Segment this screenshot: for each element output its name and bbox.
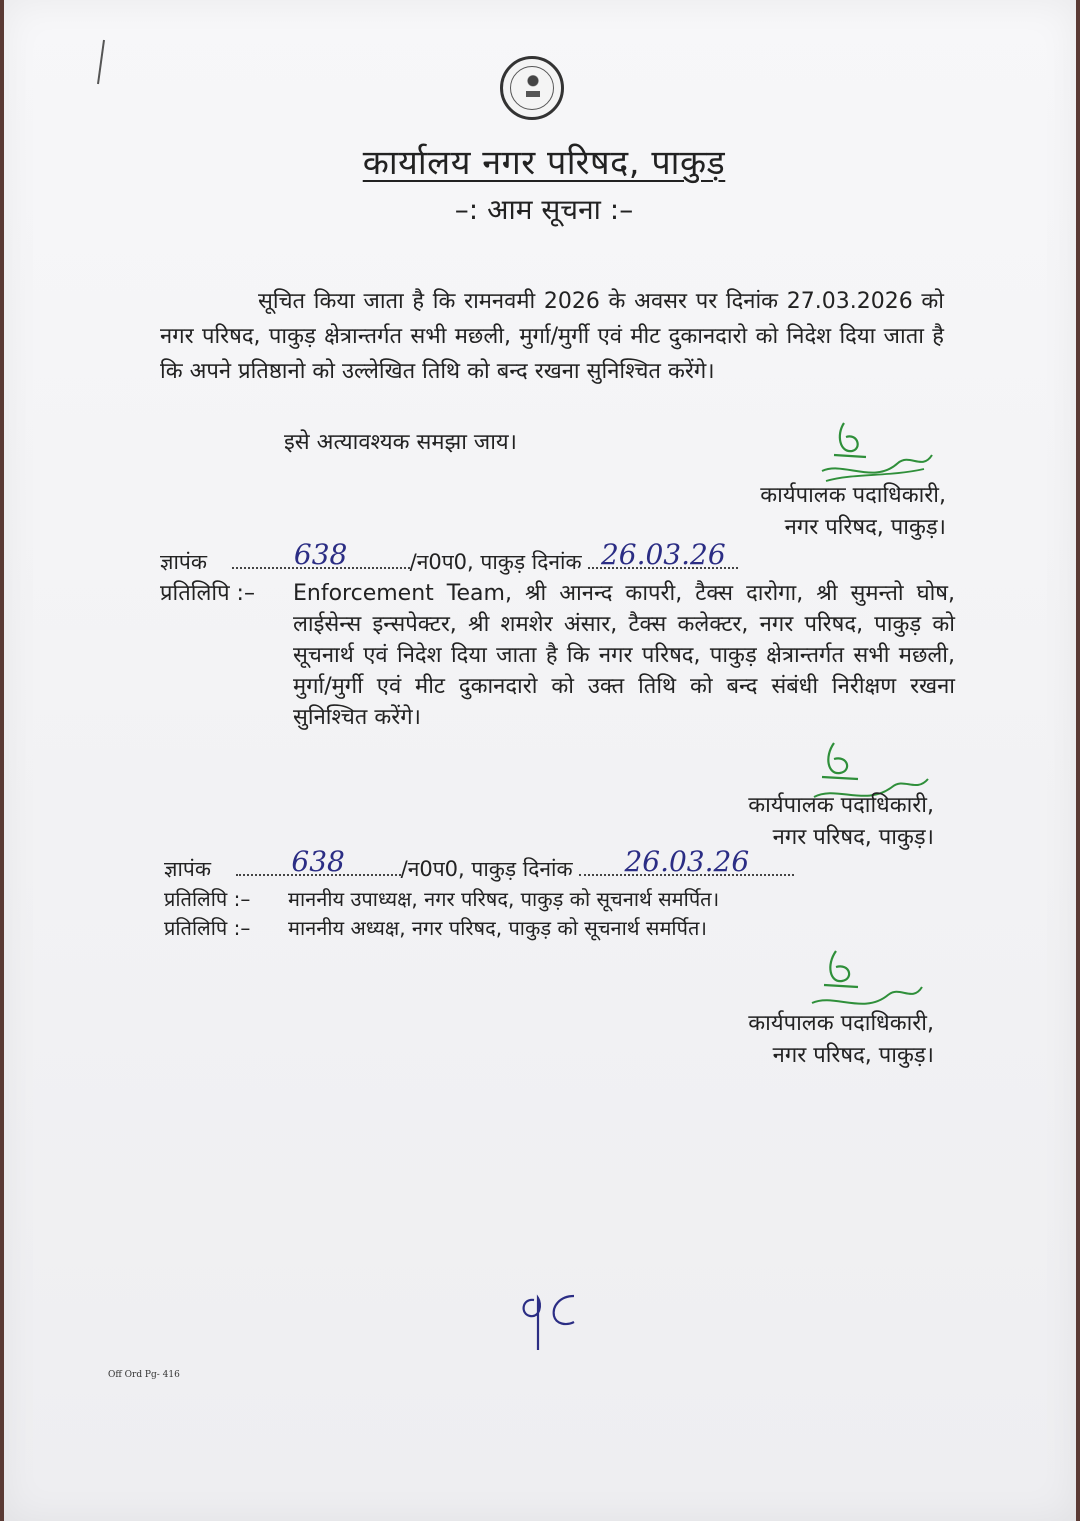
copy-text: माननीय उपाध्यक्ष, नगर परिषद, पाकुड़ को सूचनार्थ समर्पित। [288,887,720,911]
memo-suffix: /न0प0, पाकुड़ दिनांक [400,857,573,881]
signatory-block-1 [704,480,946,544]
notice-title: –: आम सूचना :– [454,193,634,226]
memo-date: 26.03.26 [600,538,726,571]
copy-line-2b [164,914,707,941]
copy-text: माननीय अध्यक्ष, नगर परिषद, पाकुड़ को सूचनार्थ समर्पित। [288,916,707,940]
footer-reference: Off Ord Pg- 416 [108,1370,180,1380]
signature-1 [814,415,944,490]
notice-page [4,0,1076,1521]
urgent-note: इसे अत्यावश्यक समझा जाय। [284,430,518,455]
memo-line-1 [160,538,738,576]
memo-label: ज्ञापंक [160,550,207,574]
copy-label: प्रतिलिपि :– [160,581,255,606]
memo-suffix: /न0प0, पाकुड़ दिनांक [409,550,582,574]
notice-body: सूचित किया जाता है कि रामनवमी 2026 के अवसर पर दिनांक 27.03.2026 को नगर परिषद, पाकुड़ क्षेत्रान्तर्गत सभी मछली, मुर्गा/मुर्गी एवं मीट दुकानदारो को निदेश दिया जाता है कि अपने प्रतिष्ठानो को उल्लेखित तिथि को बन्द रखना सुनिश्चित करेंगे। [160,289,944,384]
signatory-block-3 [704,1008,934,1072]
signatory-office: नगर परिषद, पाकुड़। [772,825,934,850]
signatory-designation: कार्यपालक पदाधिकारी, [748,1011,934,1036]
state-emblem-seal [500,56,564,120]
signatory-designation: कार्यपालक पदाधिकारी, [748,793,934,818]
copy-text: Enforcement Team, श्री आनन्द कापरी, टैक्स दारोगा, श्री सुमन्तो घोष, लाईसेन्स इन्सपेक्टर, श्री शमशेर अंसार, टैक्स कलेक्टर, नगर परिषद, पाकुड़ को सूचनार्थ एवं निदेश दिया जाता है कि नगर परिषद, पाकुड़ क्षेत्रान्तर्गत सभी मछली, मुर्गा/मुर्गी एवं मीट दुकानदारो को उक्त तिथि को बन्द संबंधी निरीक्षण रखना सुनिश्चित करेंगे। [293,581,955,730]
memo-date: 26.03.26 [624,845,750,878]
memo-line-2 [164,845,794,883]
margin-mark [92,38,108,88]
memo-label: ज्ञापंक [164,857,211,881]
signatory-office: नगर परिषद, पाकुड़। [784,515,946,540]
signatory-designation: कार्यपालक पदाधिकारी, [760,483,946,508]
handwritten-initials [512,1270,582,1355]
copy-label: प्रतिलिपि :– [164,887,251,911]
office-title: कार्यालय नगर परिषद, पाकुड़ [362,143,726,183]
memo-number: 638 [291,845,345,878]
memo-number: 638 [293,538,348,571]
copy-label: प्रतिलिपि :– [164,916,251,940]
signatory-office: नगर परिषद, पाकुड़। [772,1043,934,1068]
copy-line-2a [164,885,719,912]
